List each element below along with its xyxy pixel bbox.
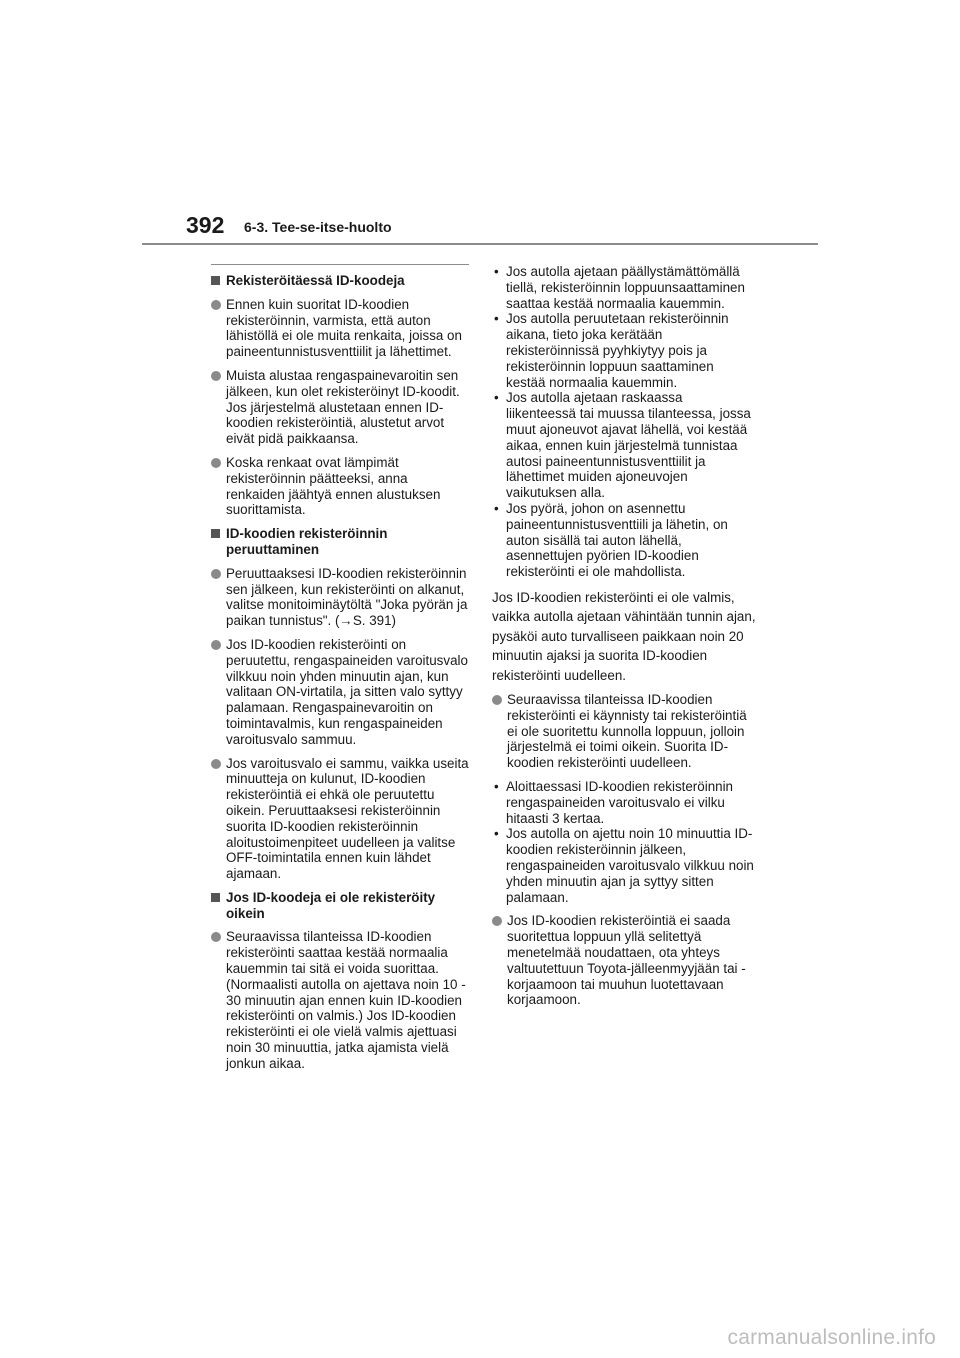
item-text: Jos varoitusvalo ei sammu, vaikka useita minuutteja on kulunut, ID-koodien rekisteröintiä ei ehkä ole peruutettu oikein. Peruuttaaksesi rekisteröinnin suorita ID-koodien rekisteröinnin aloitustoimenpiteet uudelleen ja valitse OFF-toimintatila ennen kuin lähdet ajamaan. (226, 755, 469, 882)
section-heading (211, 273, 469, 289)
list-item (211, 455, 469, 518)
list-item (211, 368, 469, 447)
header-divider (142, 243, 818, 245)
circle-bullet-icon (492, 695, 502, 705)
item-text: Koska renkaat ovat lämpimät rekisteröinnin päätteeksi, anna renkaiden jäähtyä ennen alustuksen suorittamista. (226, 454, 441, 518)
right-column (492, 264, 756, 1016)
list-item (211, 566, 469, 629)
bullet-text: Aloittaessasi ID-koodien rekisteröinnin rengaspaineiden varoitusvalo ei vilku hitaasti 3 kertaa. (506, 778, 734, 826)
list-item (211, 297, 469, 360)
bullet-item (492, 779, 756, 826)
circle-bullet-icon (492, 916, 502, 926)
bullet-dot-icon: • (494, 500, 499, 516)
bullet-dot-icon: • (494, 390, 499, 406)
list-item (492, 692, 756, 771)
item-text: Seuraavissa tilanteissa ID-koodien rekisteröinti ei käynnisty tai rekisteröintiä ei ole suoritettu kunnolla loppuun, jolloin järjestelmä ei toimi oikein. Suorita ID-koodien rekisteröinti uudelleen. (507, 691, 747, 771)
column-divider (211, 264, 469, 265)
item-text: Muista alustaa rengaspainevaroitin sen jälkeen, kun olet rekisteröinyt ID-koodit. Jos järjestelmä alustetaan ennen ID-koodien rekisteröintiä, alustetut arvot eivät pidä paikkaansa. (226, 367, 460, 447)
list-item (492, 913, 756, 1008)
section-title: 6-3. Tee-se-itse-huolto (244, 219, 392, 235)
bullet-dot-icon: • (494, 778, 499, 794)
circle-bullet-icon (211, 458, 221, 468)
item-text: Jos ID-koodien rekisteröinti on peruutettu, rengaspaineiden varoitusvalo vilkkuu noin yhden minuutin ajan, kun valitaan ON-virtatila, ja sitten valo syttyy palamaan. Rengaspainevaroitin on toimintavalmis, kun rengaspaineiden varoitusvalo sammuu. (226, 636, 468, 747)
circle-bullet-icon (211, 569, 221, 579)
circle-bullet-icon (211, 759, 221, 769)
bullet-text: Jos pyörä, johon on asennettu paineentunnistusventtiili ja lähetin, on auton sisällä tai auton lähellä, asennettujen pyörien ID-koodien rekisteröinti ei ole mahdollista. (506, 500, 728, 580)
bullet-dot-icon: • (494, 826, 499, 842)
bullet-dot-icon: • (494, 264, 499, 279)
bullet-text: Jos autolla on ajettu noin 10 minuuttia ID-koodien rekisteröinnin jälkeen, rengaspaineiden varoitusvalo vilkkuu noin yhden minuutin ajan ja syttyy sitten palamaan. (506, 826, 754, 905)
circle-bullet-icon (211, 371, 221, 381)
heading-text: Rekisteröitäessä ID-koodeja (226, 273, 405, 288)
bullet-dot-icon: • (494, 311, 499, 327)
list-item (211, 637, 469, 748)
list-item (211, 756, 469, 882)
circle-bullet-icon (211, 300, 221, 310)
paragraph: Jos ID-koodien rekisteröinti ei ole valmis, vaikka autolla ajetaan vähintään tunnin ajan, pysäköi auto turvalliseen paikkaan noin 20 minuutin ajaksi ja suorita ID-koodien rekisteröinti uudelleen. (492, 589, 756, 683)
bullet-text: Jos autolla peruutetaan rekisteröinnin aikana, tieto joka kerätään rekisteröinnissä pyyhkiytyy pois ja rekisteröinnin loppuun saattaminen kestää normaalia kauemmin. (506, 311, 729, 390)
bullet-item (492, 501, 756, 580)
item-text: Peruuttaaksesi ID-koodien rekisteröinnin sen jälkeen, kun rekisteröinti on alkanut, valitse monitoiminäytöltä "Joka pyörän ja paikan tunnistus". (→S. 391) (226, 565, 468, 629)
bullet-list (492, 264, 756, 580)
item-text: Jos ID-koodien rekisteröintiä ei saada suoritettua loppuun yllä selitettyä menetelmää noudattaen, ota yhteys valtuutettuun Toyota-jälleenmyyjään tai -korjaamoon tai muuhun luotettavaan korjaamoon. (507, 913, 746, 1008)
heading-text: Jos ID-koodeja ei ole rekisteröity oikein (226, 889, 436, 921)
section-heading (211, 890, 469, 922)
bullet-text: Jos autolla ajetaan raskaassa liikenteessä tai muussa tilanteessa, jossa muut ajoneuvot ajavat lähellä, voi kestää aikaa, ennen kuin järjestelmä tunnistaa autosi paineentunnistusventtiilit ja lähettimet muiden ajoneuvojen vaikutuksen alla. (506, 390, 751, 501)
bullet-item (492, 826, 756, 905)
bullet-item (492, 311, 756, 390)
heading-text: ID-koodien rekisteröinnin peruuttaminen (226, 526, 388, 557)
list-item (211, 929, 469, 1071)
left-column (211, 264, 469, 1080)
item-text: Ennen kuin suoritat ID-koodien rekisteröinnin, varmista, että auton lähistöllä ei ole muita renkaita, joissa on paineentunnistusventtiilit ja lähettimet. (226, 296, 462, 360)
bullet-item (492, 264, 756, 311)
square-bullet-icon (211, 893, 220, 902)
bullet-item (492, 390, 756, 501)
watermark: carmanualsonline.info (727, 1326, 936, 1349)
bullet-text: Jos autolla ajetaan päällystämättömällä tiellä, rekisteröinnin loppuunsaattaminen saattaa kestää normaalia kauemmin. (506, 264, 745, 311)
section-heading (211, 526, 469, 558)
page-number: 392 (186, 212, 225, 238)
square-bullet-icon (211, 276, 220, 285)
item-text: Seuraavissa tilanteissa ID-koodien rekisteröinti saattaa kestää normaalia kauemmin tai sitä ei voida suorittaa. (Normaalisti autolla on ajettava noin 10 - 30 minuutin ajan ennen kuin ID-koodien rekisteröinti on valmis.) Jos ID-koodien rekisteröinti ei ole vielä valmis ajettuasi noin 30 minuuttia, jatka ajamista vielä jonkun aikaa. (226, 929, 466, 1071)
square-bullet-icon (211, 529, 220, 538)
bullet-list (492, 779, 756, 905)
circle-bullet-icon (211, 932, 221, 942)
circle-bullet-icon (211, 640, 221, 650)
